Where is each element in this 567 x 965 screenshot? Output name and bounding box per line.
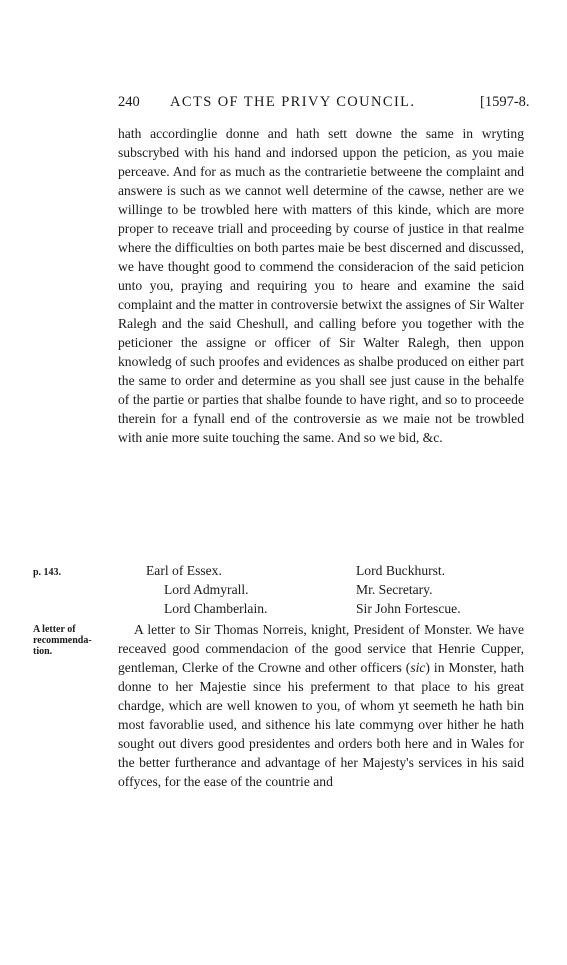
signatory: Sir John Fortescue. <box>356 601 461 616</box>
signatory-row <box>146 599 526 618</box>
letter-paragraph <box>118 620 524 791</box>
signatory: Lord Buckhurst. <box>356 563 446 578</box>
signatory: Lord Chamberlain. <box>164 601 268 616</box>
signatory: Lord Admyrall. <box>164 582 249 597</box>
signatory: Earl of Essex. <box>146 563 222 578</box>
signatory: Mr. Secretary. <box>356 582 433 597</box>
signatories <box>146 561 526 618</box>
running-title: ACTS OF THE PRIVY COUNCIL. <box>170 94 416 110</box>
letter-text: A letter to Sir Thomas Norreis, knight, President of Monster. We have receaved good commendacion of the good service that Henrie Cupper, gentleman, Clerke of the Crowne and other officers ( <box>118 622 524 675</box>
page-number: 240 <box>118 94 140 110</box>
letter-text: ) in Monster, hath donne to her Majestie since his preferment to that place to his great chardge, which are well knowen to you, of whom yt seemeth he hath bin most favorablie used, and sithence his late commyng over hither he hath sought out divers good presidentes and orders both here and in Wales for the better furtherance and advantage of her Majesty's services in his said offyces, for the ease of the countrie and <box>118 660 524 789</box>
margin-note: A letter of recommenda-tion. <box>33 624 92 657</box>
signatory-row <box>146 561 526 580</box>
year-range: [1597-8. <box>480 94 530 110</box>
body-paragraph: hath accordinglie donne and hath sett downe the same in wryting subscrybed with his hand and indorsed uppon the peticion, as you maie perceave. And for as much as the contrarietie betweene the complaint and answere is such as we cannot well determine of the cawse, nether are we willinge to be trowbled here with matters of this kinde, which are more proper to receave triall and proceeding by course of justice in that realme where the difficulties on both partes maie be best discerned and discussed, we have thought good to commend the consideracion of the said peticion unto you, praying and requiring you to heare and examine the said complaint and the matter in controversie betwixt the assignes of Sir Walter Ralegh and the said Cheshull, and calling before you together with the peticioner the assigne or officer of Sir Walter Ralegh, then uppon knowledg of such proofes and evidences as shalbe produced on either part the same to order and determine as you shall see just cause in the behalfe of the partie or parties that shalbe founde to have right, and so to proceede therein for a fynall end of the controversie as we maie not be trowbled with anie more suite touching the same. And so we bid, &c. <box>118 126 524 445</box>
signatory-row <box>146 580 526 599</box>
sic-note: sic <box>410 660 426 675</box>
margin-page-reference: p. 143. <box>33 567 62 578</box>
